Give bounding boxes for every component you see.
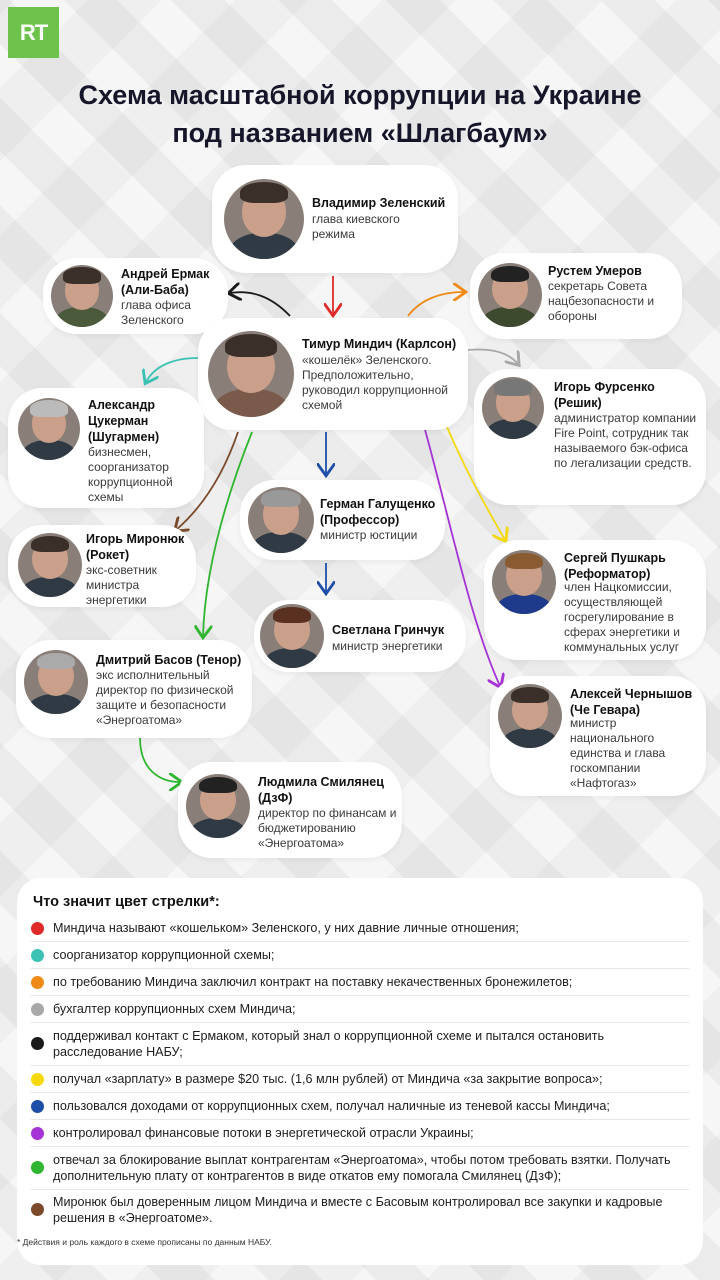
role-smilyanets: директор по финансам и бюджетированию «Энергоатома» — [258, 806, 397, 850]
name-pushkar: Сергей Пушкарь (Реформатор) — [564, 551, 666, 581]
legend-dot — [31, 1073, 44, 1086]
legend-divider — [31, 968, 689, 969]
avatar-mironyuk — [18, 533, 82, 597]
legend-text: по требованию Миндича заключил контракт на поставку некачественных бронежилетов; — [53, 975, 573, 989]
legend-title: Что значит цвет стрелки*: — [33, 894, 220, 910]
legend-dot — [31, 1203, 44, 1216]
avatar-mindich — [208, 331, 294, 417]
avatar-basov — [24, 650, 88, 714]
legend-text: отвечал за блокирование выплат контрагентам «Энергоатома», чтобы потом требовать взятки. Получать дополнительную плату от контрагентов в виде откатов ему помогала Смилянец (ДзФ); — [53, 1153, 671, 1183]
role-grinchuk: министр энергетики — [332, 639, 443, 653]
card-galushchenko — [240, 480, 445, 560]
role-basov: экс исполнительный директор по физической защите и безопасности «Энергоатома» — [96, 668, 234, 727]
arrow-teal — [146, 358, 198, 382]
name-chernyshov: Алексей Чернышов (Че Гевара) — [570, 687, 693, 717]
legend-divider — [31, 1189, 689, 1190]
card-grinchuk — [254, 600, 466, 672]
name-zelensky: Владимир Зеленский — [312, 196, 446, 210]
legend-item — [31, 1001, 691, 1017]
role-umerov: секретарь Совета нацбезопасности и обороны — [548, 279, 655, 323]
role-tsukerman: бизнесмен, соорганизатор коррупционной схемы — [88, 445, 173, 504]
arrow-green-2 — [140, 738, 180, 782]
legend-text: бухгалтер коррупционных схем Миндича; — [53, 1002, 296, 1016]
legend-dot — [31, 949, 44, 962]
role-chernyshov: министр национального единства и глава госкомпании «Нафтогаз» — [570, 716, 666, 790]
role-mironyuk: экс-советник министра энергетики — [86, 563, 157, 607]
legend-divider — [31, 995, 689, 996]
name-galushchenko: Герман Галущенко (Профессор) — [320, 497, 436, 527]
card-ermak — [43, 258, 228, 334]
card-chernyshov — [490, 676, 706, 796]
name-grinchuk: Светлана Гринчук — [332, 623, 445, 637]
avatar-grinchuk — [260, 604, 324, 668]
name-umerov: Рустем Умеров — [548, 264, 642, 278]
legend-item — [31, 1028, 691, 1060]
avatar-chernyshov — [498, 684, 562, 748]
role-zelensky: глава киевского режима — [312, 212, 400, 241]
legend — [17, 878, 703, 1265]
legend-dot — [31, 1161, 44, 1174]
legend-item — [31, 1194, 691, 1226]
logo-text: RT — [19, 19, 48, 45]
name-mindich: Тимур Миндич (Карлсон) — [302, 337, 457, 351]
avatar-tsukerman — [18, 398, 80, 460]
legend-text: получал «зарплату» в размере $20 тыс. (1,6 млн рублей) от Миндича «за закрытие вопроса»; — [53, 1072, 603, 1086]
avatar-pushkar — [492, 550, 556, 614]
title-line-2: под названием «Шлагбаум» — [172, 118, 548, 148]
legend-divider — [31, 1065, 689, 1066]
card-mindich — [198, 318, 468, 430]
role-galushchenko: министр юстиции — [320, 528, 418, 542]
legend-dot — [31, 976, 44, 989]
name-ermak: Андрей Ермак (Али-Баба) — [121, 267, 210, 297]
legend-item — [31, 1125, 691, 1141]
card-mironyuk — [8, 525, 196, 607]
legend-item — [31, 974, 691, 990]
card-fursenko — [474, 369, 706, 505]
footnote: * Действия и роль каждого в схеме прописаны по данным НАБУ. — [17, 1237, 272, 1247]
role-ermak: глава офиса Зеленского — [121, 298, 191, 327]
legend-dot — [31, 1037, 44, 1050]
legend-text: Миндича называют «кошельком» Зеленского, у них давние личные отношения; — [53, 921, 519, 935]
legend-divider — [31, 1022, 689, 1023]
avatar-fursenko — [482, 377, 544, 439]
avatar-zelensky — [224, 179, 304, 259]
legend-divider — [31, 941, 689, 942]
legend-divider — [31, 1092, 689, 1093]
legend-dot — [31, 1100, 44, 1113]
legend-dot — [31, 922, 44, 935]
arrow-grey — [468, 350, 518, 364]
name-smilyanets: Людмила Смилянец (ДзФ) — [258, 775, 384, 805]
legend-divider — [31, 1146, 689, 1147]
card-tsukerman — [8, 388, 204, 508]
legend-text: соорганизатор коррупционной схемы; — [53, 948, 275, 962]
name-fursenko: Игорь Фурсенко (Решик) — [554, 380, 655, 410]
legend-text: поддерживал контакт с Ермаком, который знал о коррупционной схеме и пытался остановить расследование НАБУ; — [53, 1029, 605, 1059]
role-fursenko: администратор компании Fire Point, сотрудник так называемого бэк-офиса по легализации средств. — [554, 411, 697, 470]
legend-item — [31, 920, 691, 936]
card-zelensky — [212, 165, 458, 273]
avatar-ermak — [51, 265, 113, 327]
legend-divider — [31, 1119, 689, 1120]
card-pushkar — [484, 540, 706, 660]
avatar-galushchenko — [248, 487, 314, 553]
legend-item — [31, 1071, 691, 1087]
legend-item — [31, 1152, 691, 1184]
legend-item — [31, 1098, 691, 1114]
card-smilyanets — [178, 762, 402, 858]
legend-text: Миронюк был доверенным лицом Миндича и вместе с Басовым контролировал все закупки и кадровые решения в «Энергоатоме». — [53, 1195, 663, 1225]
title-line-1: Схема масштабной коррупции на Украине — [78, 80, 642, 110]
avatar-umerov — [478, 263, 542, 327]
legend-item — [31, 947, 691, 963]
legend-dot — [31, 1127, 44, 1140]
name-tsukerman: Александр Цукерман (Шугармен) — [88, 398, 160, 444]
name-mironyuk: Игорь Миронюк (Рокет) — [86, 532, 185, 562]
arrow-orange — [408, 292, 464, 316]
role-pushkar: член Нацкомиссии, осуществляющей госрегулирование в сферах энергетики и коммунальных услуг — [564, 580, 680, 654]
legend-dot — [31, 1003, 44, 1016]
legend-text: контролировал финансовые потоки в энергетической отрасли Украины; — [53, 1126, 474, 1140]
card-umerov — [470, 253, 682, 339]
avatar-smilyanets — [186, 774, 250, 838]
card-basov — [16, 640, 252, 738]
arrow-black — [230, 292, 290, 316]
legend-text: пользовался доходами от коррупционных схем, получал наличные из теневой кассы Миндича; — [53, 1099, 610, 1113]
name-basov: Дмитрий Басов (Тенор) — [96, 653, 242, 667]
role-mindich: «кошелёк» Зеленского. Предположительно, руководил коррупционной схемой — [302, 353, 448, 412]
